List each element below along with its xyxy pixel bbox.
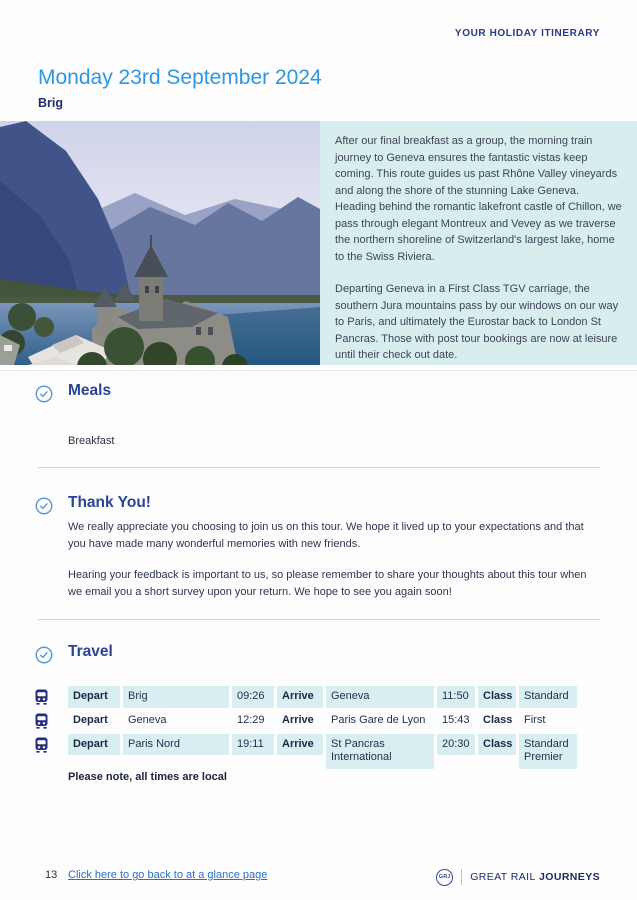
page-number: 13: [45, 869, 58, 881]
depart-time: 09:26: [232, 686, 274, 708]
travel-note: Please note, all times are local: [68, 771, 227, 783]
day-description-paragraph: Departing Geneva in a First Class TGV carriage, the southern Jura mountains pass by our windows on our way to Paris, and ultimately the Eurostar back to London St Pancras. Those with post tour bookings are now at leisure until their check out date.: [335, 283, 619, 361]
depart-label: Depart: [68, 686, 120, 708]
depart-time: 19:11: [232, 734, 274, 756]
depart-station: Paris Nord: [123, 734, 229, 756]
great-rail-journeys-logo: [436, 866, 600, 888]
class-label: Class: [483, 713, 513, 726]
travel-row: [0, 686, 637, 708]
arrive-label: Arrive: [277, 734, 323, 756]
section-thank-you: [0, 494, 637, 601]
travel-title: Travel: [68, 643, 113, 660]
train-icon: [34, 737, 49, 753]
section-divider: [38, 619, 600, 620]
travel-table: [0, 686, 637, 771]
class-value: First: [524, 713, 546, 726]
grj-roundel-icon: GRJ: [436, 869, 453, 886]
logo-text-bold: JOURNEYS: [539, 871, 600, 883]
castle-lake-photo: [0, 121, 320, 365]
page-subtitle: Brig: [38, 96, 63, 110]
train-icon: [34, 713, 49, 729]
arrive-station: St Pancras International: [326, 734, 434, 770]
page-title: Monday 23rd September 2024: [38, 66, 322, 89]
class-value: Standard: [519, 686, 577, 708]
arrive-time: 11:50: [437, 686, 475, 708]
arrive-station: Paris Gare de Lyon: [331, 713, 426, 726]
header-label: YOUR HOLIDAY ITINERARY: [454, 28, 600, 39]
arrive-time: 20:30: [437, 734, 475, 756]
depart-station: Geneva: [128, 713, 167, 726]
meals-title: Meals: [68, 382, 112, 399]
day-description-panel: [320, 121, 637, 365]
depart-time: 12:29: [237, 713, 265, 726]
logo-divider: [461, 869, 462, 885]
train-icon: [34, 689, 49, 705]
meal-item: Breakfast: [68, 435, 115, 447]
section-divider: [0, 370, 637, 371]
depart-label: Depart: [73, 713, 108, 726]
logo-text-regular: GREAT RAIL: [470, 871, 536, 883]
travel-row: [0, 710, 637, 732]
thank-you-paragraph: We really appreciate you choosing to join us on this tour. We hope it lived up to your expectations and that you have made many wonderful memories with new friends.: [68, 521, 584, 551]
arrive-label: Arrive: [282, 713, 314, 726]
thank-you-paragraph: Hearing your feedback is important to us, so please remember to share your thoughts about this tour when we email you a short survey upon your return. We hope to see you again soon!: [68, 569, 587, 599]
arrive-time: 15:43: [442, 713, 470, 726]
day-description-paragraph: After our final breakfast as a group, the morning train journey to Geneva ensures the fantastic vistas keep coming. This route guides us past Rhône Valley vineyards and along the shore of the stunning Lake Geneva. Heading behind the romantic lakefront castle of Chillon, we pass through elegant Montreux and Vevey as we traverse the northern shoreline of Switzerland's largest lake, home to the Swiss Riviera.: [335, 135, 622, 263]
footer: [0, 866, 637, 890]
arrive-label: Arrive: [277, 686, 323, 708]
travel-row: [0, 734, 637, 770]
depart-label: Depart: [68, 734, 120, 756]
section-meals: [0, 382, 637, 447]
logo-text: [470, 871, 600, 883]
thank-you-title: Thank You!: [68, 494, 151, 511]
class-label: Class: [478, 686, 516, 708]
back-to-glance-link[interactable]: Click here to go back to at a glance page: [68, 869, 268, 881]
class-value: Standard Premier: [519, 734, 577, 770]
circle-check-icon: [35, 497, 53, 515]
class-label: Class: [478, 734, 516, 756]
arrive-station: Geneva: [326, 686, 434, 708]
circle-check-icon: [35, 646, 53, 664]
circle-check-icon: [35, 385, 53, 403]
depart-station: Brig: [123, 686, 229, 708]
section-divider: [38, 467, 600, 468]
section-travel: [0, 643, 637, 783]
hero-row: [0, 121, 637, 365]
